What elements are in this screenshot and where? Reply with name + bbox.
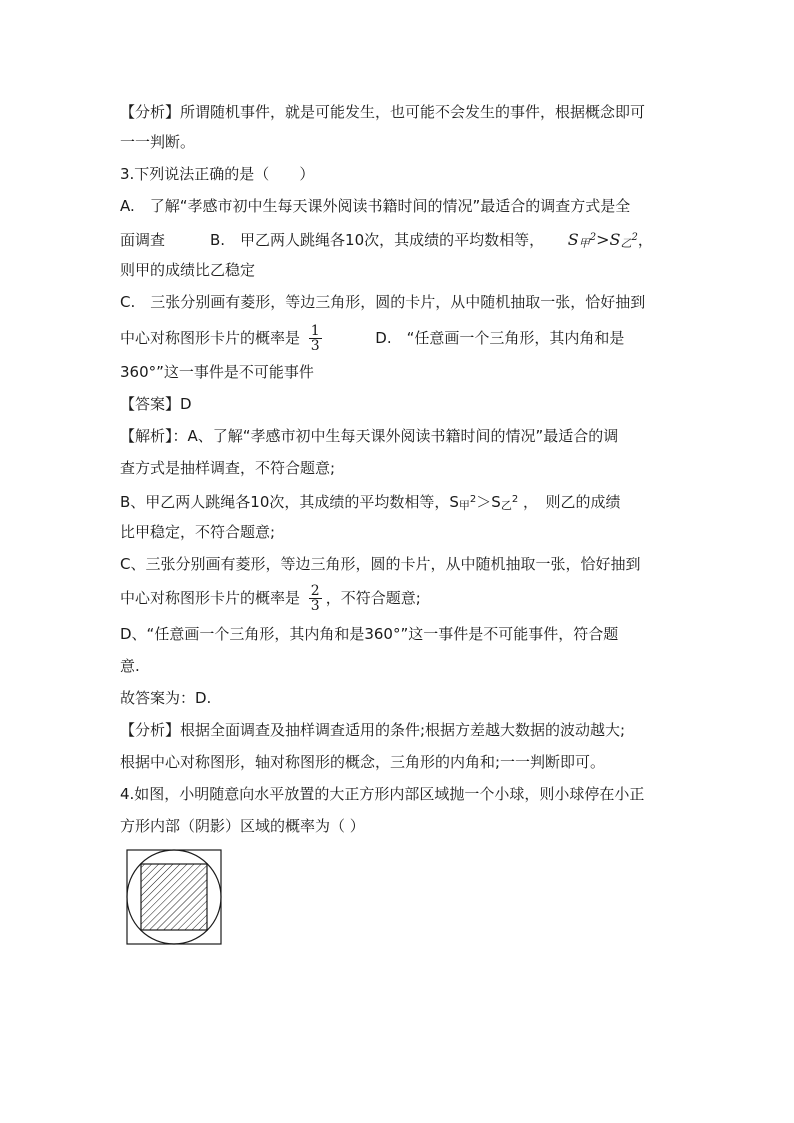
option-b-line: 面调查 B. 甲乙两人跳绳各10次，其成绩的平均数相等， S甲$^2$>S乙$^2$， [120,230,653,250]
fraction-two-thirds: $\frac{2}{3}$ [310,583,320,614]
explanation-line-1: 【解析】：A、了解“孝感市初中生每天课外阅读书籍时间的情况”最适合的调 [120,427,619,445]
explanation-d-line-2: 意. [120,657,140,675]
question-4-line-2: 方形内部（阴影）区域的概率为（ ） [120,817,365,835]
analysis-line-1: 【分析】所谓随机事件，就是可能发生，也可能不会发生的事件，根据概念即可 [120,103,646,121]
option-d-line-2: 360°”这一事件是不可能事件 [120,363,314,381]
analysis2-line-2: 根据中心对称图形，轴对称图形的概念，三角形的内角和;一一判断即可。 [120,753,606,771]
explanation-b-line: B、甲乙两人跳绳各10次，其成绩的平均数相等，S甲$^2$＞S乙$^2$ ， 则乙的成绩 [120,493,621,512]
question-4-line-1: 4.如图，小明随意向水平放置的大正方形内部区域抛一个小球，则小球停在小正 [120,785,645,803]
shaded-small-square [141,864,207,930]
option-c-line-2: 中心对称图形卡片的概率是 $\frac{1}{3}$ D. “任意画一个三角形，其内角和是 [120,323,625,354]
answer-line: 【答案】D [120,395,192,413]
question-3: 3.下列说法正确的是（ ） [120,165,315,183]
analysis-line-2: 一一判断。 [120,133,196,151]
option-b-text: 面调查 B. 甲乙两人跳绳各10次，其成绩的平均数相等， [120,231,545,249]
explanation-c-line-2: 中心对称图形卡片的概率是 $\frac{2}{3}$ ，不符合题意; [120,583,421,614]
option-a-line-1: A. 了解“孝感市初中生每天课外阅读书籍时间的情况”最适合的调查方式是全 [120,197,631,215]
explanation-line-2: 查方式是抽样调查，不符合题意; [120,459,336,477]
option-d-text: D. “任意画一个三角形，其内角和是 [375,329,625,347]
square-circle-figure [125,848,225,948]
analysis2-line-1: 【分析】根据全面调查及抽样调查适用的条件;根据方差越大数据的波动越大; [120,721,626,739]
conclusion-line: 故答案为：D. [120,689,212,707]
explanation-d-line-1: D、“任意画一个三角形，其内角和是360°”这一事件是不可能事件，符合题 [120,625,619,643]
explanation-b-line-2: 比甲稳定，不符合题意; [120,523,276,541]
variance-formula: S甲$^2$>S乙$^2$ [567,230,638,250]
option-b-line-2: 则甲的成绩比乙稳定 [120,261,256,279]
explanation-c-line-1: C、三张分别画有菱形，等边三角形，圆的卡片，从中随机抽取一张，恰好抽到 [120,555,641,573]
fraction-one-third: $\frac{1}{3}$ [310,323,320,354]
option-c-line-1: C. 三张分别画有菱形，等边三角形，圆的卡片，从中随机抽取一张，恰好抽到 [120,293,646,311]
